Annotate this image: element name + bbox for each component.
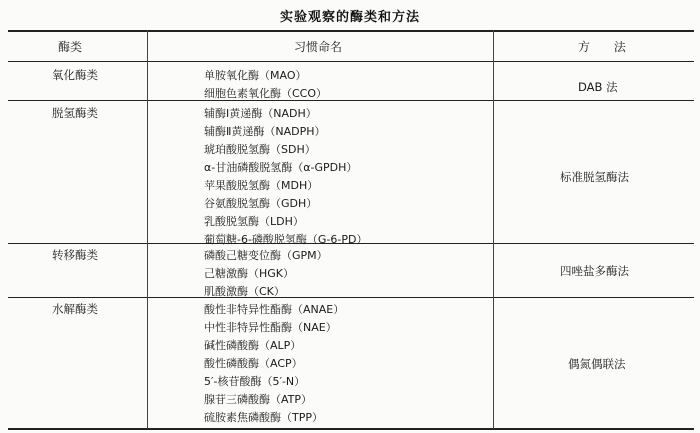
enzyme-name: 肌酸激酶（CK）: [204, 285, 285, 298]
enzyme-name: 碱性磷酸酶（ALP）: [204, 339, 302, 352]
enzyme-name: 谷氨酸脱氢酶（GDH）: [204, 197, 318, 210]
enzyme-name: 酸性磷酸酶（ACP）: [204, 357, 303, 370]
enzyme-name: 葡萄糖-6-磷酸脱氢酶（G-6-PD）: [204, 233, 368, 246]
enzyme-name: α-甘油磷酸脱氢酶（α-GPDH）: [204, 161, 358, 174]
group-separator-rule: [8, 100, 694, 101]
enzyme-name: 中性非特异性酯酶（NAE）: [204, 321, 337, 334]
enzyme-name: 磷酸己糖变位酶（GPM）: [204, 249, 328, 262]
group-separator-rule: [8, 297, 694, 298]
enzyme-name: 乳酸脱氢酶（LDH）: [204, 215, 304, 228]
column-divider: [493, 30, 494, 429]
enzyme-name: 琥珀酸脱氢酶（SDH）: [204, 143, 316, 156]
table-title: 实验观察的酶类和方法: [279, 10, 420, 25]
enzyme-name: 细胞色素氧化酶（CCO）: [204, 87, 328, 100]
method-cell: 四唑盐多酶法: [560, 264, 629, 278]
enzyme-name: 5′-核苷酸酶（5′-N）: [204, 375, 306, 388]
method-cell: 标准脱氢酶法: [560, 170, 629, 184]
enzyme-name: 腺苷三磷酸酶（ATP）: [204, 393, 313, 406]
category-cell: 水解酶类: [52, 302, 98, 316]
enzyme-name: 硫胺素焦磷酸酶（TPP）: [204, 411, 323, 424]
table-bottom-rule: [8, 428, 694, 430]
header-category: 酶类: [58, 40, 83, 54]
enzyme-name: 辅酶Ⅰ黄递酶（NADH）: [204, 107, 317, 120]
header-method: 方 法: [578, 40, 636, 54]
category-cell: 氧化酶类: [52, 68, 98, 82]
header-name: 习惯命名: [294, 40, 343, 54]
method-cell: 偶氮偶联法: [568, 357, 626, 371]
column-divider: [147, 30, 148, 429]
header-bottom-rule: [8, 61, 694, 62]
enzyme-name: 辅酶Ⅱ黄递酶（NADPH）: [204, 125, 326, 138]
method-cell: DAB 法: [578, 80, 618, 94]
enzyme-name: 苹果酸脱氢酶（MDH）: [204, 179, 319, 192]
table-top-rule: [8, 30, 694, 32]
enzyme-name: 己糖激酶（HGK）: [204, 267, 295, 280]
enzyme-name: 酸性非特异性酯酶（ANAE）: [204, 303, 345, 316]
enzyme-name: 单胺氧化酶（MAO）: [204, 69, 307, 82]
category-cell: 脱氢酶类: [52, 106, 98, 120]
category-cell: 转移酶类: [52, 248, 98, 262]
